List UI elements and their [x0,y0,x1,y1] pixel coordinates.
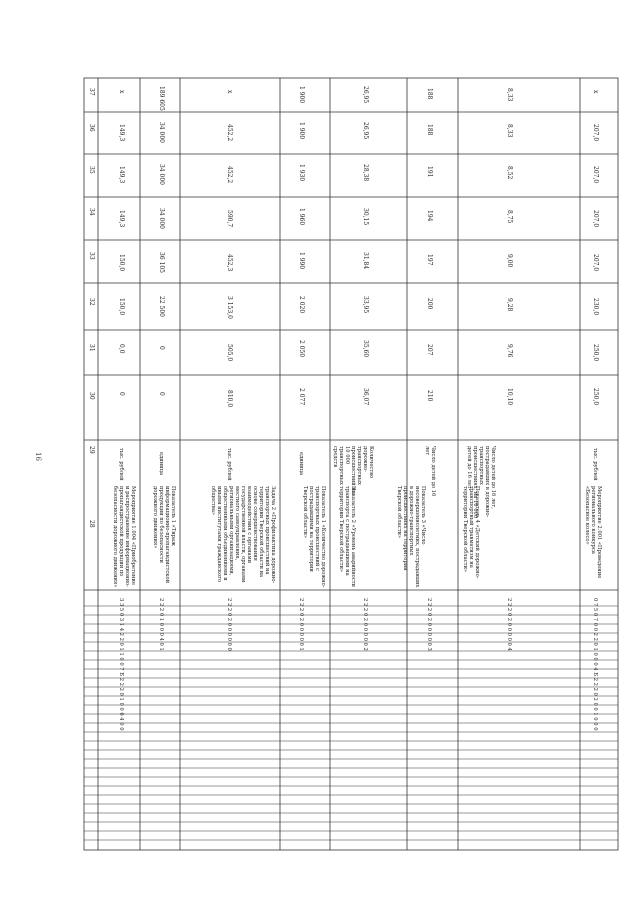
row6-v30: 210 [426,390,433,402]
row1-v32: 150,0 [118,298,125,316]
row6-unit: Число детей до 16 лет [424,446,436,497]
row1-v30: 0 [118,392,125,396]
row4-codes: 2 2 2 0 2 0 0 0 0 0 1 [298,598,304,651]
col-header-37: 37 [88,88,95,96]
row3-v35: 452,2 [226,166,233,184]
row2-v35: 34 000 [158,164,165,185]
row7-v31: 9,76 [506,344,513,358]
row3-v33: 452,3 [226,254,233,272]
row7-v32: 9,28 [506,298,513,312]
row2-v36: 34 000 [158,122,165,143]
row6-v37: 188 [426,88,433,100]
row3-v30: 810,0 [226,390,233,408]
row3-codes: 2 2 2 0 2 0 0 0 0 0 0 [226,598,232,651]
row1-unit: тыс. рублей [118,448,124,481]
row8-v35: 207,0 [592,166,599,184]
col-header-36: 36 [88,124,95,132]
row8-unit: тыс. рублей [592,448,598,481]
row4-unit: единица [298,452,304,476]
col-header-31: 31 [88,344,95,352]
row6-v32: 200 [426,298,433,310]
row6-name: Показатель 3 «Число несовершеннолетних, пострадавших в дорожно-транспортных происшествиях на территории Тверской области» [396,486,426,588]
row5-name: Показатель 2 «Уровень аварийности транспорта с пострадавшими на территории Тверской области» [338,486,356,588]
col-header-29: 29 [88,446,95,454]
row6-v31: 207 [426,344,433,356]
row3-v31: 505,0 [226,344,233,362]
row1-name: Мероприятие 1.004 «Приобретение и распространение информационно-пропагандистской продукции по безопасности дорожного движения» [112,486,136,588]
row7-v34: 8,75 [506,210,513,224]
row2-v33: 36 105 [158,252,165,273]
row7-unit: Число детей до 16 лет, пострадавших в дорожно-транспортных происшествиях, на 10 000 детей до 16 лет [466,446,496,519]
row7-name: Показатель 4 «Детский дорожно-транспортный травматизм на территории Тверской области» [462,486,480,579]
row2-name: Показатель 1 «Тираж информационно-пропагандистской продукции по безопасности дорожного движения» [152,486,176,584]
row8-v32: 230,0 [592,298,599,316]
row6-codes: 2 2 2 0 2 0 0 0 0 0 3 [426,598,432,651]
row4-v32: 2 020 [298,296,305,314]
row8-v31: 250,0 [592,344,599,362]
row5-v32: 33,95 [362,296,369,314]
row3-v37: х [226,90,233,94]
col-header-32: 32 [88,298,95,306]
row5-v30: 36,07 [362,388,369,406]
row5-v34: 30,15 [362,208,369,226]
col-header-30: 30 [88,392,95,400]
row2-v31: 0 [158,346,165,350]
row7-v37: 8,33 [506,88,513,102]
row7-v30: 10,10 [506,388,513,406]
page-number: 16 [34,452,42,461]
row1-v37: х [118,90,125,94]
col-header-34: 34 [88,208,95,216]
row7-codes: 2 2 2 0 2 0 0 0 0 0 4 [506,598,512,651]
row1-v33: 150,0 [118,254,125,272]
row8-name: Мероприятие 2.001 «Проведение регионального конкурса «Безопасное колесо» [584,486,602,579]
row1-v31: 0,0 [118,344,125,354]
row4-v30: 2 077 [298,388,305,406]
row7-v36: 8,33 [506,124,513,138]
row5-codes: 2 2 2 0 2 0 0 0 0 0 2 [362,598,368,651]
row4-v36: 1 900 [298,122,305,140]
row2-v34: 34 000 [158,208,165,229]
row8-v36: 207,0 [592,124,599,142]
row4-v35: 1 930 [298,164,305,182]
row7-v33: 9,00 [506,254,513,268]
row2-codes: 2 2 2 0 1 0 0 0 4 0 1 [158,598,164,651]
row4-v37: 1 900 [298,86,305,104]
row5-v37: 26,95 [362,86,369,104]
row3-unit: тыс. рублей [226,448,232,481]
col-header-33: 33 [88,252,95,260]
row7-v35: 8,52 [506,166,513,180]
row3-v36: 452,2 [226,124,233,142]
row8-v37: х [592,90,599,94]
col-header-28: 28 [88,520,95,528]
row1-v36: 149,3 [118,124,125,142]
col-header-35: 35 [88,166,95,174]
row3-v34: 590,7 [226,210,233,228]
row1-v34: 149,3 [118,210,125,228]
row8-v30: 250,0 [592,388,599,406]
row4-v34: 1 960 [298,208,305,226]
row2-v37: 189 605 [158,86,165,111]
row1-v35: 149,3 [118,166,125,184]
row4-name: Показатель 1 «Количество дорожно-транспортных происшествий с пострадавшими на территории Тверской области» [302,486,326,588]
row5-v36: 26,95 [362,122,369,140]
row3-v32: 3 153,0 [226,296,233,319]
row5-unit: Количество дорожно-транспортных происшествий на 10 000 транспортных средств [332,446,374,494]
row4-v33: 1 990 [298,252,305,270]
row2-v30: 0 [158,392,165,396]
row6-v34: 194 [426,210,433,222]
row1-codes: 3 3 5 0 3 1 4 2 2 0 1 1 0 0 7 Б 2 2 2 0 1 0 0 0 4 0 0 [118,598,124,731]
row6-v33: 197 [426,254,433,266]
row3-name: Задача 2 «Профилактика дорожно-транспортных происшествий на территории Тверской области на основе совершенствования взаимодействия с органами государственной власти, органами местного самоуправления, региональными организациями, общественными объединениями и иными институтами гражданского общества» [210,486,276,584]
row8-v33: 207,0 [592,254,599,272]
row5-v35: 28,38 [362,164,369,182]
row5-v33: 31,84 [362,252,369,270]
row2-v32: 22 500 [158,296,165,317]
row5-v31: 35,60 [362,340,369,358]
row6-v35: 191 [426,166,433,178]
row6-v36: 188 [426,124,433,136]
row8-codes: 0 7 5 0 7 0 0 2 2 0 1 0 0 0 4 Б 2 2 2 0 2 0 0 1 0 0 0 [592,598,598,731]
row2-unit: единица [158,452,164,476]
row4-v31: 2 050 [298,340,305,358]
row8-v34: 207,0 [592,210,599,228]
